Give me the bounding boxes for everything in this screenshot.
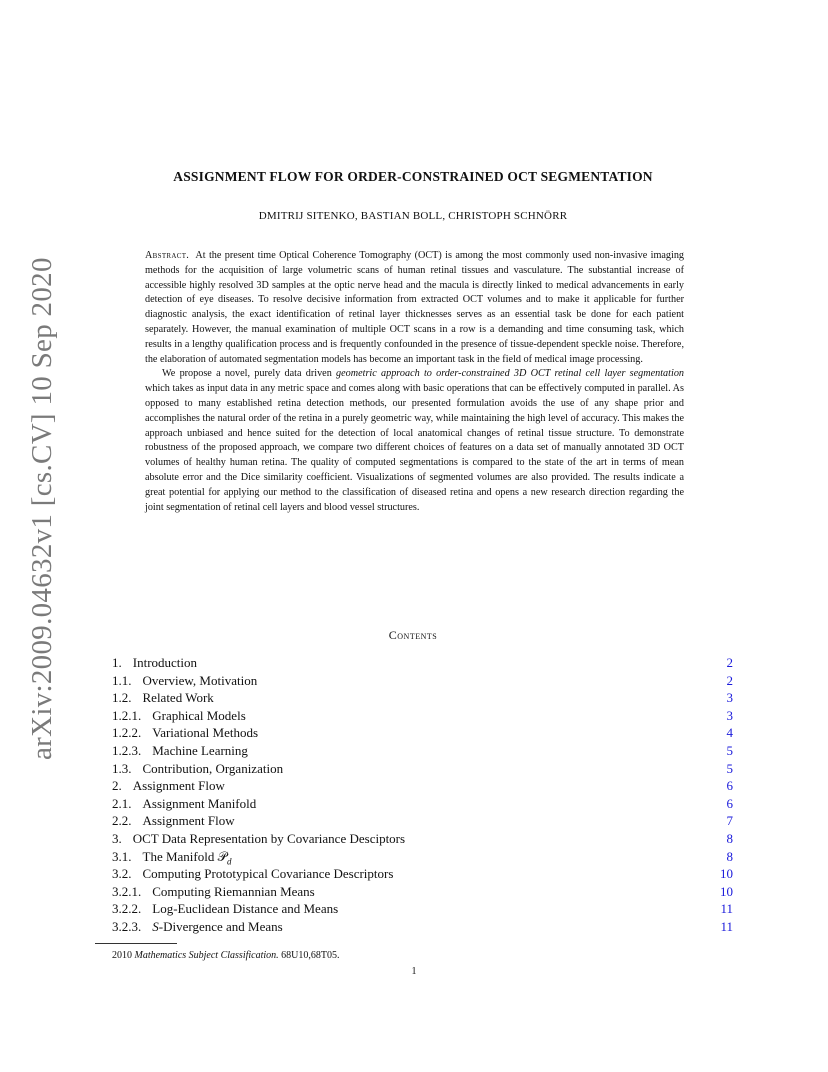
toc-section-number: 3.2.2. bbox=[112, 901, 142, 917]
toc-title-text: Assignment Manifold bbox=[142, 795, 257, 811]
toc-section-title[interactable] bbox=[142, 848, 232, 867]
toc-entry[interactable] bbox=[112, 654, 733, 672]
page-number: 1 bbox=[411, 966, 417, 977]
toc-entry-left bbox=[112, 865, 393, 883]
toc-entry[interactable] bbox=[112, 830, 733, 848]
toc-entry[interactable] bbox=[112, 689, 733, 707]
toc-entry[interactable] bbox=[112, 848, 733, 866]
toc-title-text: Contribution, Organization bbox=[142, 760, 284, 776]
toc-section-title[interactable] bbox=[143, 866, 394, 881]
toc-title-text: Graphical Models bbox=[152, 707, 246, 723]
toc-title-math: S bbox=[152, 918, 159, 934]
toc-section-title[interactable] bbox=[133, 655, 197, 670]
toc-page-link[interactable]: 8 bbox=[726, 830, 733, 846]
toc-entry-left bbox=[112, 812, 235, 830]
toc-title-text: Assignment Flow bbox=[132, 778, 225, 794]
toc-entry[interactable] bbox=[112, 812, 733, 830]
toc-section-title[interactable] bbox=[152, 919, 282, 934]
toc-section-number: 2.2. bbox=[112, 813, 132, 829]
toc-section-number: 1.1. bbox=[112, 672, 132, 688]
contents-heading: Contents bbox=[388, 628, 438, 642]
toc-section-number: 1.3. bbox=[112, 760, 132, 776]
toc-entry-left bbox=[112, 689, 214, 707]
toc-section-number: 3.2.3. bbox=[112, 918, 142, 934]
toc-page-link[interactable]: 3 bbox=[726, 707, 733, 723]
toc-section-title[interactable] bbox=[152, 725, 258, 740]
toc-title-text: OCT Data Representation by Covariance Desciptors bbox=[132, 830, 406, 846]
toc-section-number: 3.1. bbox=[112, 848, 132, 864]
toc-section-number: 1.2. bbox=[112, 690, 132, 706]
toc-section-number: 3. bbox=[112, 830, 122, 846]
toc-title-text: Assignment Flow bbox=[142, 813, 235, 829]
arxiv-stamp: arXiv:2009.04632v1 [cs.CV] 10 Sep 2020 bbox=[26, 257, 58, 760]
toc-page-link[interactable]: 5 bbox=[726, 760, 733, 776]
toc-entry-left bbox=[112, 742, 248, 760]
toc-page-link[interactable]: 2 bbox=[726, 655, 733, 670]
toc-section-number: 1. bbox=[112, 655, 122, 670]
toc-section-title[interactable] bbox=[143, 761, 284, 776]
toc-page-link[interactable]: 6 bbox=[726, 778, 733, 794]
toc-page-link[interactable]: 4 bbox=[726, 725, 733, 741]
abstract-label: Abstract. bbox=[145, 250, 190, 261]
abstract-text-2-italic: geometric approach to order-constrained 3D OCT retinal cell layer segmentation bbox=[336, 368, 685, 380]
toc-title-text: Related Work bbox=[142, 690, 214, 706]
toc-section-number: 1.2.1. bbox=[112, 707, 142, 723]
toc-entry-left bbox=[112, 777, 225, 795]
toc-entry[interactable] bbox=[112, 742, 733, 760]
toc-section-title[interactable] bbox=[152, 884, 314, 899]
toc-entry-left bbox=[112, 760, 283, 778]
toc-page-link[interactable]: 10 bbox=[720, 883, 733, 899]
footnote bbox=[112, 950, 340, 961]
toc-page-link[interactable]: 3 bbox=[726, 690, 733, 706]
toc-entry-left bbox=[112, 707, 246, 725]
toc-page-link[interactable]: 5 bbox=[726, 742, 733, 758]
toc-entry[interactable] bbox=[112, 672, 733, 690]
toc-title-text: Log-Euclidean Distance and Means bbox=[152, 901, 339, 917]
toc-section-number: 1.2.3. bbox=[112, 742, 142, 758]
toc-entry-left bbox=[112, 830, 405, 848]
toc-title-text: Overview, Motivation bbox=[142, 672, 258, 688]
abstract-paragraph-2 bbox=[145, 367, 684, 515]
toc-page-link[interactable]: 2 bbox=[726, 672, 733, 688]
abstract-paragraph-1 bbox=[145, 249, 684, 367]
toc-section-number: 3.2.1. bbox=[112, 883, 142, 899]
toc-title-text: Variational Methods bbox=[152, 725, 259, 741]
footnote-year: 2010 bbox=[112, 950, 135, 961]
toc-entry[interactable] bbox=[112, 900, 733, 918]
abstract-text-2-rest: which takes as input data in any metric space and comes along with basic operations that can be effectively computed in parallel. As opposed to many established retina detection methods, our presented formulation avoids the use of any shape prior and accomplishes the natural order of the retina in a purely geometric way, while maintaining the high level of accuracy. This makes the approach unbiased and hence suited for the detection of local anatomical changes of retinal tissue structure. To demonstrate robustness of the proposed approach, we compare two different choices of features on a data set of manually annotated 3D OCT volumes of healthy human retina. The quality of computed segmentations is compared to the state of the art in terms of mean absolute error and the Dice similarity coefficient. Visualizations of segmented volumes are also provided. The results indicate a great potential for applying our method to the classification of diseased retina and opens a new research direction regarding the joint segmentation of retinal cell layers and blood vessel structures. bbox=[145, 383, 684, 513]
toc-section-title[interactable] bbox=[152, 708, 246, 723]
toc-entry[interactable] bbox=[112, 760, 733, 778]
toc-title-subscript: d bbox=[226, 856, 232, 867]
toc-page-link[interactable]: 8 bbox=[726, 848, 733, 864]
toc-entry[interactable] bbox=[112, 795, 733, 813]
toc-section-title[interactable] bbox=[143, 796, 257, 811]
toc-page-link[interactable]: 11 bbox=[720, 918, 733, 934]
abstract bbox=[145, 249, 684, 515]
toc-entry-left bbox=[112, 883, 315, 901]
abstract-text-1: At the present time Optical Coherence Tomography (OCT) is among the most commonly used non-invasive imaging methods for the acquisition of large volumetric scans of human retinal tissues and vasculature. The substantial increase of accessible highly resolved 3D samples at the optic nerve head and the macula is directly linked to medical advancements in early detection of eye diseases. To resolve decisive information from extracted OCT volumes and to make it applicable for further diagnostic analysis, the exact identification of retinal layer thicknesses serves as an essential task be done for each patient separately. However, the manual examination of multiple OCT scans in a row is a demanding and time consuming task, which results in a lengthy qualification process and is frequently confounded in the presence of tissue-dependent speckle noise. Therefore, the elaboration of automated segmentation models has become an important task in the field of medical image processing. bbox=[145, 250, 685, 365]
toc-page-link[interactable]: 11 bbox=[720, 901, 733, 917]
toc-section-title[interactable] bbox=[143, 690, 214, 705]
toc-entry-left bbox=[112, 918, 283, 936]
toc-entry-left bbox=[112, 724, 258, 742]
toc-section-number: 2.1. bbox=[112, 795, 132, 811]
toc-section-number: 1.2.2. bbox=[112, 725, 142, 741]
toc-section-title[interactable] bbox=[152, 743, 248, 758]
toc-section-title[interactable] bbox=[143, 673, 258, 688]
abstract-text-2-start: We propose a novel, purely data driven bbox=[162, 368, 337, 380]
toc-page-link[interactable]: 10 bbox=[720, 866, 733, 882]
toc-entry[interactable] bbox=[112, 777, 733, 795]
footnote-codes: 68U10,68T05. bbox=[278, 950, 340, 961]
toc-section-title[interactable] bbox=[152, 901, 338, 916]
toc-section-number: 3.2. bbox=[112, 866, 132, 882]
toc-entry-left bbox=[112, 900, 338, 918]
table-of-contents bbox=[112, 654, 733, 936]
toc-entry-left bbox=[112, 672, 257, 690]
paper-title: ASSIGNMENT FLOW FOR ORDER-CONSTRAINED OCT SEGMENTATION bbox=[173, 169, 653, 184]
toc-title-text: Computing Prototypical Covariance Descriptors bbox=[142, 866, 394, 882]
toc-section-title[interactable] bbox=[133, 831, 405, 846]
toc-entry-left bbox=[112, 795, 256, 813]
toc-entry[interactable] bbox=[112, 865, 733, 883]
toc-entry[interactable] bbox=[112, 707, 733, 725]
footnote-rule bbox=[95, 943, 177, 944]
toc-title-text: The Manifold 𝒫 bbox=[142, 848, 227, 864]
toc-entry[interactable] bbox=[112, 724, 733, 742]
toc-section-title[interactable] bbox=[133, 778, 225, 793]
toc-title-text: Introduction bbox=[132, 655, 198, 670]
toc-title-text: Computing Riemannian Means bbox=[152, 883, 315, 899]
toc-page-link[interactable]: 6 bbox=[726, 795, 733, 811]
author-list: DMITRIJ SITENKO, BASTIAN BOLL, CHRISTOPH SCHNÖRR bbox=[258, 210, 568, 222]
toc-entry-left bbox=[112, 654, 197, 672]
toc-page-link[interactable]: 7 bbox=[726, 813, 733, 829]
toc-entry-left bbox=[112, 848, 231, 866]
footnote-msc-label: Mathematics Subject Classification. bbox=[134, 950, 279, 961]
toc-entry[interactable] bbox=[112, 883, 733, 901]
toc-section-title[interactable] bbox=[143, 813, 235, 828]
toc-title-text: Machine Learning bbox=[152, 742, 248, 758]
toc-section-number: 2. bbox=[112, 778, 122, 794]
toc-entry[interactable] bbox=[112, 918, 733, 936]
toc-title-text: -Divergence and Means bbox=[158, 918, 283, 934]
